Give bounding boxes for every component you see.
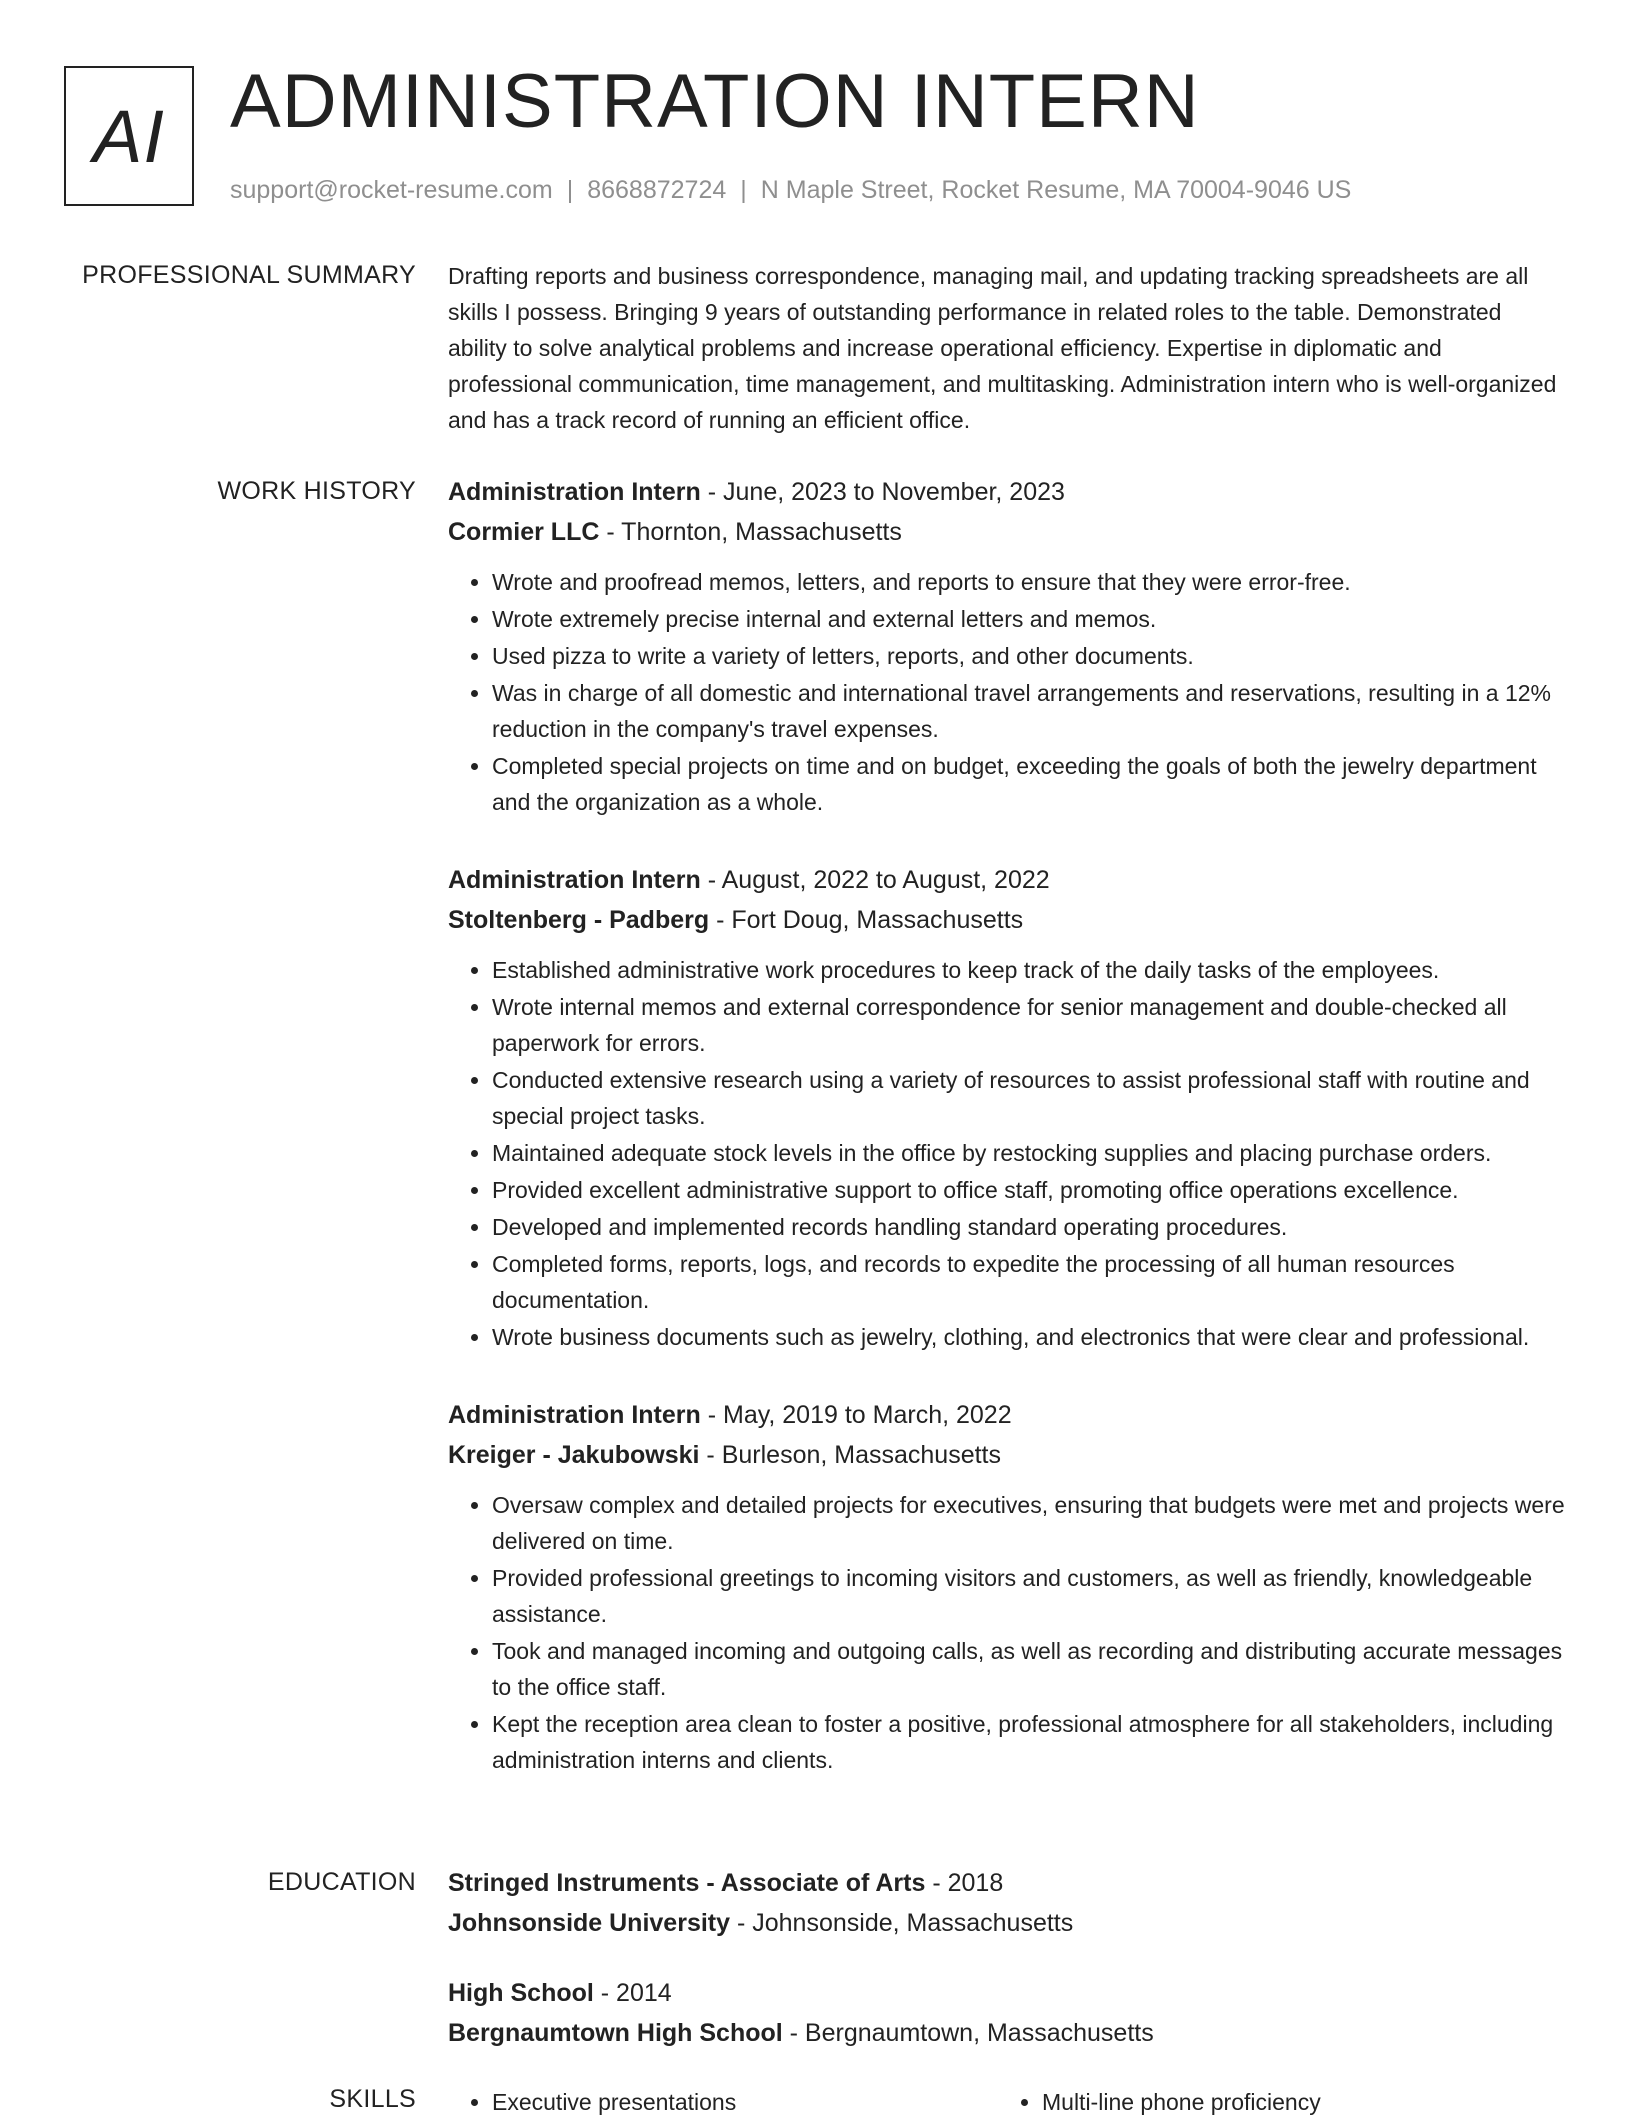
- list-item: • Was in charge of all domestic and international travel arrangements and reservations, resulting in a 12% reduction in the company's travel expenses.: [492, 675, 1566, 747]
- job-title: Administration Intern: [448, 478, 701, 506]
- education-school: Bergnaumtown High School: [448, 2019, 783, 2047]
- education-degree-line: [448, 1863, 1566, 1903]
- education-location: - Bergnaumtown, Massachusetts: [782, 2019, 1154, 2047]
- monogram-initials: AI: [93, 94, 165, 178]
- job-company-line: [448, 512, 1566, 552]
- job-title-line: [448, 472, 1566, 512]
- job-entry: [448, 860, 1566, 1355]
- summary-text: Drafting reports and business correspondence, managing mail, and updating tracking spreadsheets are all skills I possess. Bringing 9 years of outstanding performance in related roles to the table. Demonstrated ability to solve analytical problems and increase operational efficiency. Expertise in diplomatic and professional communication, time management, and multitasking. Administration intern who is well-organized and has a track record of running an efficient office.: [448, 263, 1557, 433]
- list-item: • Multi-line phone proficiency: [1042, 2084, 1548, 2120]
- contact-separator: |: [740, 176, 747, 204]
- list-item: • Provided professional greetings to incoming visitors and customers, as well as friendly, knowledgeable assistance.: [492, 1560, 1566, 1632]
- education-school-line: [448, 2013, 1566, 2053]
- list-item: • Wrote internal memos and external correspondence for senior management and double-checked all paperwork for errors.: [492, 989, 1566, 1061]
- list-item: • Maintained adequate stock levels in the office by restocking supplies and placing purchase orders.: [492, 1135, 1566, 1171]
- job-title: Administration Intern: [448, 866, 701, 894]
- list-item: • Oversaw complex and detailed projects for executives, ensuring that budgets were met and projects were delivered on time.: [492, 1487, 1566, 1559]
- job-company: Kreiger - Jakubowski: [448, 1441, 700, 1469]
- list-item: • Used pizza to write a variety of letters, reports, and other documents.: [492, 638, 1566, 674]
- education-entry: [448, 1973, 1566, 2053]
- education-school-line: [448, 1903, 1566, 1943]
- job-dates: - June, 2023 to November, 2023: [700, 478, 1065, 506]
- education-entry: [448, 1863, 1566, 1943]
- skills-body: [448, 2084, 1566, 2120]
- education-degree: High School: [448, 1979, 594, 2007]
- resume-title: ADMINISTRATION INTERN: [230, 59, 1200, 144]
- list-item: • Completed forms, reports, logs, and records to expedite the processing of all human resources documentation.: [492, 1246, 1566, 1318]
- education-year: - 2014: [593, 1979, 672, 2007]
- skills-grid: [448, 2084, 1566, 2120]
- job-company-line: [448, 1435, 1566, 1475]
- work-history-body: [448, 472, 1566, 1818]
- list-item: • Took and managed incoming and outgoing calls, as well as recording and distributing accurate messages to the office staff.: [492, 1633, 1566, 1705]
- list-item: • Developed and implemented records handling standard operating procedures.: [492, 1209, 1566, 1245]
- monogram-box: [64, 66, 194, 206]
- list-item: • Wrote extremely precise internal and external letters and memos.: [492, 601, 1566, 637]
- job-company: Stoltenberg - Padberg: [448, 906, 710, 934]
- job-bullets: [448, 564, 1566, 820]
- job-location: - Thornton, Massachusetts: [599, 518, 902, 546]
- section-label-work-history: WORK HISTORY: [217, 477, 416, 505]
- job-bullets: [448, 1487, 1566, 1778]
- education-location: - Johnsonside, Massachusetts: [730, 1909, 1074, 1937]
- section-label-skills: SKILLS: [329, 2085, 416, 2113]
- job-dates: - May, 2019 to March, 2022: [700, 1401, 1012, 1429]
- job-location: - Fort Doug, Massachusetts: [709, 906, 1024, 934]
- contact-line: [230, 174, 1351, 207]
- section-label-summary: PROFESSIONAL SUMMARY: [82, 261, 416, 289]
- job-title-line: [448, 860, 1566, 900]
- education-degree-line: [448, 1973, 1566, 2013]
- job-company: Cormier LLC: [448, 518, 600, 546]
- education-degree: Stringed Instruments - Associate of Arts: [448, 1869, 926, 1897]
- list-item: • Kept the reception area clean to foster a positive, professional atmosphere for all stakeholders, including administration interns and clients.: [492, 1706, 1566, 1778]
- job-title-line: [448, 1395, 1566, 1435]
- list-item: • Executive presentations: [492, 2084, 998, 2120]
- job-dates: - August, 2022 to August, 2022: [700, 866, 1050, 894]
- contact-address: N Maple Street, Rocket Resume, MA 70004-9046 US: [760, 176, 1352, 204]
- education-body: [448, 1863, 1566, 2053]
- education-year: - 2018: [925, 1869, 1004, 1897]
- list-item: • Wrote and proofread memos, letters, and reports to ensure that they were error-free.: [492, 564, 1566, 600]
- job-location: - Burleson, Massachusetts: [699, 1441, 1001, 1469]
- job-company-line: [448, 900, 1566, 940]
- contact-phone[interactable]: 8668872724: [587, 176, 727, 204]
- job-entry: [448, 472, 1566, 820]
- skills-column-right: [998, 2084, 1548, 2120]
- list-item: • Conducted extensive research using a variety of resources to assist professional staff with routine and special project tasks.: [492, 1062, 1566, 1134]
- list-item: • Provided excellent administrative support to office staff, promoting office operations excellence.: [492, 1172, 1566, 1208]
- job-entry: [448, 1395, 1566, 1778]
- list-item: • Wrote business documents such as jewelry, clothing, and electronics that were clear and professional.: [492, 1319, 1566, 1355]
- contact-email[interactable]: support@rocket-resume.com: [230, 176, 553, 204]
- job-bullets: [448, 952, 1566, 1355]
- skills-column-left: [448, 2084, 998, 2120]
- contact-separator: |: [566, 176, 574, 204]
- job-title: Administration Intern: [448, 1401, 701, 1429]
- education-school: Johnsonside University: [448, 1909, 731, 1937]
- summary-body: [448, 258, 1566, 438]
- section-label-education: EDUCATION: [267, 1868, 416, 1896]
- list-item: • Established administrative work procedures to keep track of the daily tasks of the employees.: [492, 952, 1566, 988]
- list-item: • Completed special projects on time and on budget, exceeding the goals of both the jewelry department and the organization as a whole.: [492, 748, 1566, 820]
